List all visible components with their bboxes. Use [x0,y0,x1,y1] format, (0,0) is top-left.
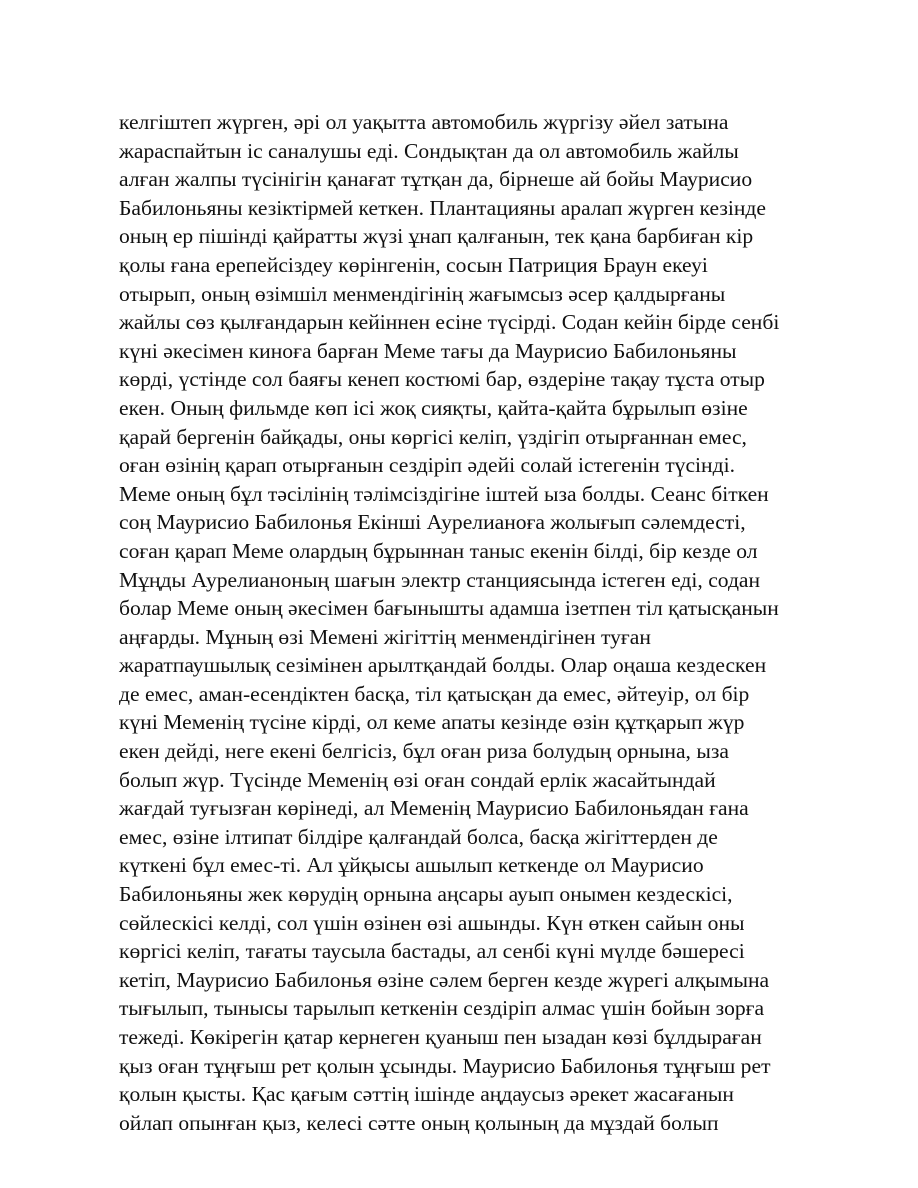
text-line: тежеді. Көкірегін қатар кернеген қуаныш пен ызадан көзі бұлдыраған [119,1025,762,1049]
text-line: Бабилоньяны жек көрудің орнына аңсары ауып онымен кездескісі, [119,882,733,907]
text-line: тығылып, тынысы тарылып кеткенін сездіріп алмас үшін бойын зорға [119,996,765,1021]
text-line: келгіштеп жүрген, әрі ол уақытта автомобиль жүргізу әйел затына [119,110,729,134]
text-line: аңғарды. Мұның өзі Мемені жігіттің менмендігінен туған [119,624,651,649]
text-line: екен. Оның фильмде көп ісі жоқ сияқты, қайта-қайта бұрылып өзіне [119,395,748,420]
text-line: қарай бергенін байқады, оны көргісі келіп, үздігіп отырғаннан емес, [119,424,747,449]
text-line: оның ер пішінді қайратты жүзі ұнап қалғанын, тек қана барбиған кір [119,224,754,249]
text-line: қолын қысты. Қас қағым сәттің ішінде аңдаусыз әрекет жасағанын [119,1082,734,1107]
body-text [119,108,799,1137]
text-line: отырып, оның өзімшіл менмендігінің жағымсыз әсер қалдырғаны [119,281,726,306]
text-line: кетіп, Маурисио Бабилонья өзіне сәлем берген кезде жүрегі алқымына [119,967,770,992]
text-line: Мұңды Аурелианоның шағын электр станциясында істеген еді, содан [119,567,761,592]
text-line: оған өзінің қарап отырғанын сездіріп әдейі солай істегенін түсінді. [119,453,735,478]
text-line: сөйлескісі келді, сол үшін өзінен өзі ашынды. Күн өткен сайын оны [119,910,745,935]
text-line: де емес, аман-есендіктен басқа, тіл қатысқан да емес, әйтеуір, ол бір [119,681,750,706]
text-line: жағдай туғызған көрінеді, ал Меменің Маурисио Бабилоньядан ғана [119,796,749,821]
text-line: жараспайтын іс саналушы еді. Сондықтан да ол автомобиль жайлы [119,138,739,163]
text-line: күні әкесімен киноға барған Меме тағы да Маурисио Бабилоньяны [119,338,737,363]
text-line: күткені бұл емес-ті. Ал ұйқысы ашылып кеткенде ол Маурисио [119,853,704,878]
text-line: болып жүр. Түсінде Меменің өзі оған сондай ерлік жасайтындай [119,767,716,792]
text-line: қыз оған тұңғыш рет қолын ұсынды. Маурисио Бабилонья тұңғыш рет [119,1053,771,1078]
text-line: жаратпаушылық сезімінен арылтқандай болды. Олар оңаша кездескен [119,653,767,678]
text-line: қолы ғана ерепейсіздеу көрінгенін, сосын Патриция Браун екеуі [119,252,708,277]
text-line: ойлап опынған қыз, келесі сәтте оның қолының да мұздай болып [119,1110,719,1135]
text-line: жайлы сөз қылғандарын кейіннен есіне түсірді. Содан кейін бірде сенбі [119,310,780,335]
text-line: соған қарап Меме олардың бұрыннан таныс екенін білді, бір кезде ол [119,538,758,563]
text-line: болар Меме оның әкесімен бағынышты адамша ізетпен тіл қатысқанын [119,596,779,621]
text-line: көрді, үстінде сол баяғы кенеп костюмі бар, өздеріне тақау тұста отыр [119,367,765,392]
text-line: көргісі келіп, тағаты таусыла бастады, ал сенбі күні мүлде бәшересі [119,939,745,964]
text-line: емес, өзіне ілтипат білдіре қалғандай болса, басқа жігіттерден де [119,824,718,849]
text-line: екен дейді, неге екені белгісіз, бұл оған риза болудың орнына, ыза [119,739,729,764]
text-line: күні Меменің түсіне кірді, ол кеме апаты кезінде өзін құтқарып жүр [119,710,745,735]
text-line: Бабилоньяны кезіктірмей кеткен. Плантацияны аралап жүрген кезінде [119,195,766,220]
text-line: соң Маурисио Бабилонья Екінші Аурелианоға жолығып сәлемдесті, [119,510,746,535]
text-line: алған жалпы түсінігін қанағат тұтқан да, бірнеше ай бойы Маурисио [119,167,753,192]
text-line: Меме оның бұл тәсілінің тәлімсіздігіне іштей ыза болды. Сеанс біткен [119,481,769,506]
